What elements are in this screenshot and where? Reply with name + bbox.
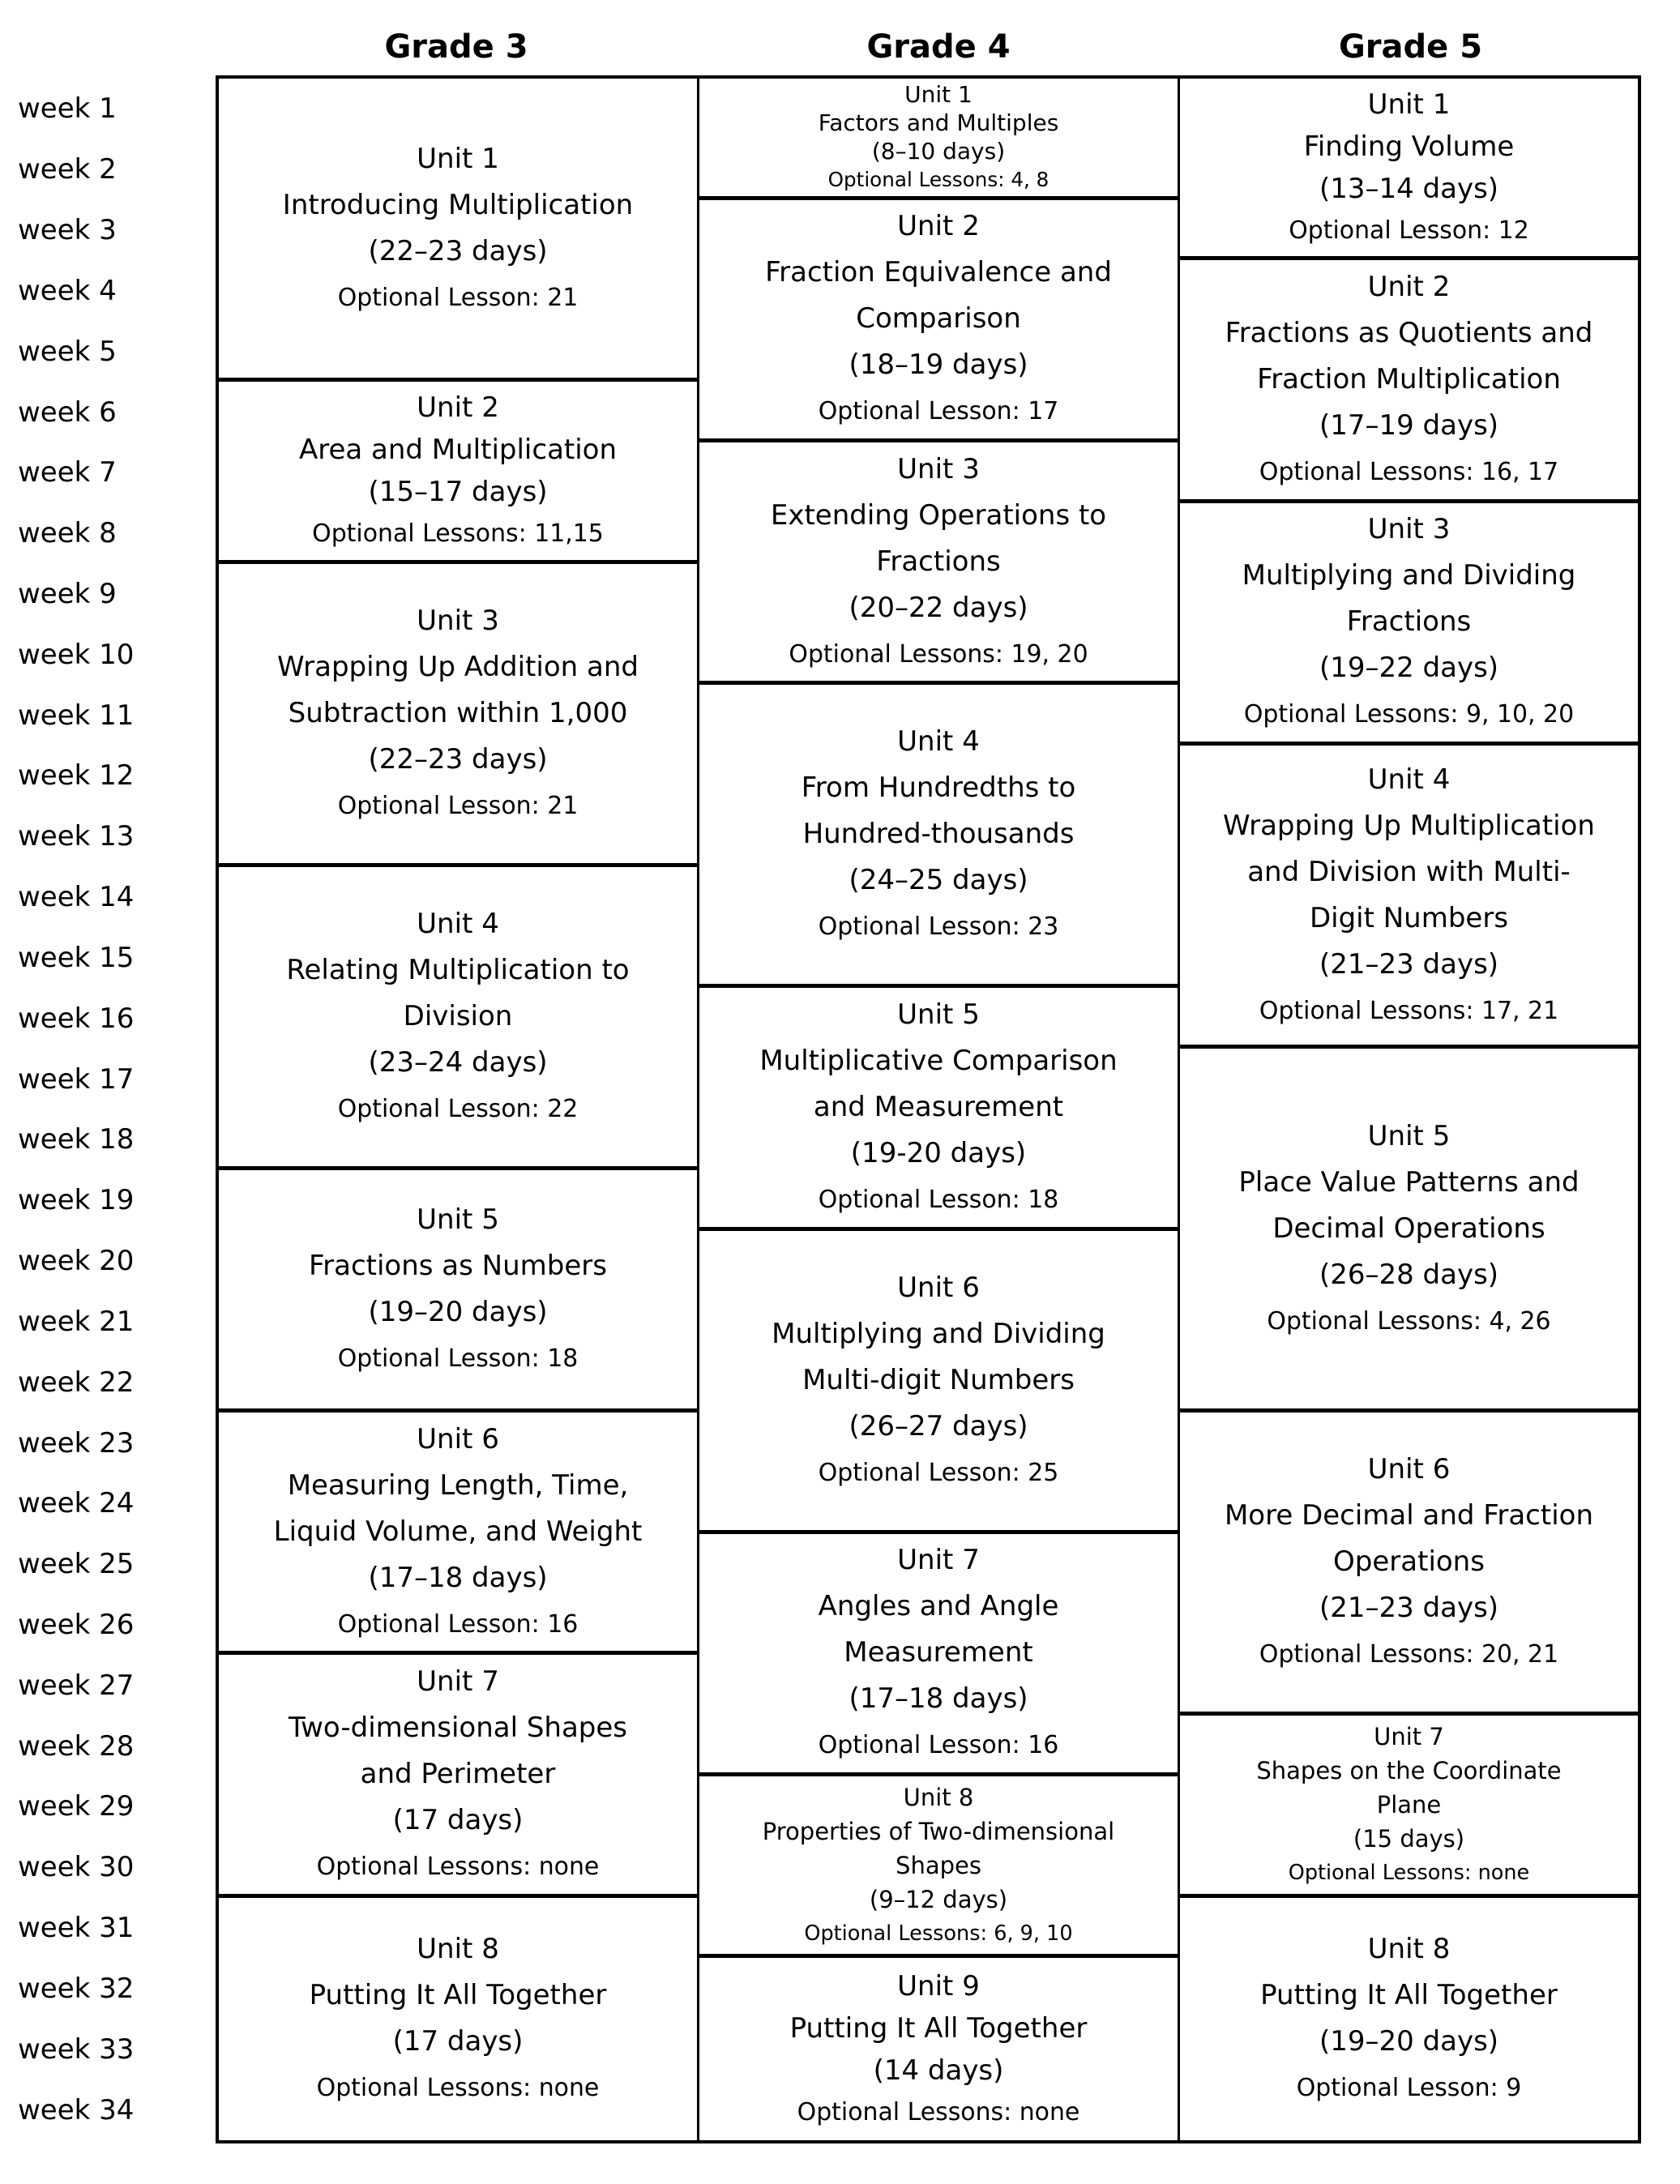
days-line: (24–25 days) <box>849 864 1028 897</box>
grade-5-unit-3-box <box>1180 503 1638 746</box>
unit-text-line: Introducing Multiplication <box>282 188 634 221</box>
optional-lessons-line: Optional Lesson: 21 <box>337 791 579 820</box>
days-line: (19–20 days) <box>368 1295 548 1328</box>
week-label-26: week 26 <box>18 1608 135 1641</box>
days-line: (22–23 days) <box>368 742 548 776</box>
days-line: (26–27 days) <box>849 1409 1028 1442</box>
unit-text-line: Liquid Volume, and Weight <box>273 1515 643 1548</box>
unit-number-line: Unit 9 <box>897 1969 980 2002</box>
unit-text-line: Subtraction within 1,000 <box>288 696 628 729</box>
week-label-34: week 34 <box>18 2093 135 2126</box>
week-label-33: week 33 <box>18 2032 135 2066</box>
days-line: (22–23 days) <box>368 234 548 267</box>
grade-5-unit-8-box <box>1180 1898 1638 2140</box>
unit-text-line: Fraction Multiplication <box>1257 363 1561 396</box>
unit-text-line: Two-dimensional Shapes <box>288 1712 628 1744</box>
unit-text-line: Multiplicative Comparison <box>759 1044 1118 1077</box>
days-line: (9–12 days) <box>869 1885 1008 1913</box>
grade-4-unit-8-box <box>699 1776 1178 1958</box>
week-label-13: week 13 <box>18 820 135 853</box>
optional-lessons-line: Optional Lesson: 18 <box>337 1344 579 1373</box>
optional-lessons-line: Optional Lessons: 11,15 <box>312 519 604 548</box>
unit-text-line: Multiplying and Dividing <box>1242 559 1576 592</box>
unit-text-line: Wrapping Up Addition and <box>277 650 639 683</box>
days-line: (8–10 days) <box>871 138 1006 165</box>
unit-number-line: Unit 6 <box>417 1422 499 1455</box>
unit-text-line: Shapes on the Coordinate <box>1256 1756 1562 1784</box>
optional-lessons-line: Optional Lessons: 19, 20 <box>789 639 1088 669</box>
unit-text-line: Operations <box>1333 1545 1485 1579</box>
unit-text-line: Division <box>403 999 513 1032</box>
unit-number-line: Unit 8 <box>417 1933 499 1966</box>
grade-5-unit-5-box <box>1180 1049 1638 1413</box>
unit-text-line: Properties of Two-dimensional <box>762 1817 1115 1845</box>
unit-text-line: Shapes <box>896 1851 981 1879</box>
optional-lessons-line: Optional Lessons: 6, 9, 10 <box>804 1921 1073 1946</box>
grade-5-column <box>1178 79 1638 2140</box>
unit-number-line: Unit 7 <box>1374 1722 1444 1750</box>
unit-text-line: Fractions as Quotients and <box>1225 317 1593 350</box>
week-label-23: week 23 <box>18 1426 135 1460</box>
unit-text-line: Wrapping Up Multiplication <box>1223 809 1595 842</box>
days-line: (21–23 days) <box>1319 947 1499 981</box>
unit-text-line: Factors and Multiples <box>818 109 1059 137</box>
unit-text-line: From Hundredths to <box>801 771 1076 805</box>
grade-4-unit-4-box <box>699 685 1178 988</box>
unit-text-line: Hundred-thousands <box>802 818 1075 851</box>
days-line: (18–19 days) <box>849 348 1028 382</box>
unit-number-line: Unit 8 <box>903 1783 974 1811</box>
grade-3-unit-1-box <box>219 79 697 382</box>
unit-number-line: Unit 3 <box>897 452 980 485</box>
week-label-7: week 7 <box>18 456 117 489</box>
grade-4-unit-9-box <box>699 1958 1178 2139</box>
unit-text-line: Fraction Equivalence and <box>765 256 1112 289</box>
grade-5-unit-6-box <box>1180 1413 1638 1716</box>
optional-lessons-line: Optional Lessons: none <box>316 1853 600 1881</box>
week-label-24: week 24 <box>18 1487 135 1520</box>
week-label-31: week 31 <box>18 1912 135 1945</box>
week-label-1: week 1 <box>18 92 117 126</box>
unit-number-line: Unit 2 <box>1367 271 1451 304</box>
grade-4-unit-6-box <box>699 1231 1178 1534</box>
unit-text-line: and Division with Multi- <box>1247 855 1571 888</box>
grade-4-unit-3-box <box>699 442 1178 685</box>
unit-text-line: Plane <box>1376 1790 1442 1819</box>
grade-3-column <box>219 79 697 2140</box>
grade-4-unit-2-box <box>699 200 1178 442</box>
grade-3-unit-5-box <box>219 1170 697 1413</box>
grade-3-header: Grade 3 <box>384 28 528 66</box>
grade-3-unit-2-box <box>219 382 697 563</box>
week-label-29: week 29 <box>18 1790 135 1823</box>
unit-text-line: Multiplying and Dividing <box>772 1317 1105 1350</box>
week-label-3: week 3 <box>18 214 117 247</box>
unit-number-line: Unit 8 <box>1367 1933 1451 1966</box>
unit-number-line: Unit 1 <box>417 142 499 175</box>
unit-text-line: Measurement <box>844 1636 1033 1669</box>
unit-text-line: and Measurement <box>813 1090 1064 1123</box>
unit-number-line: Unit 7 <box>897 1544 980 1577</box>
unit-number-line: Unit 1 <box>904 81 973 109</box>
grade-4-column <box>697 79 1178 2140</box>
grade-3-unit-7-box <box>219 1655 697 1897</box>
days-line: (15–17 days) <box>368 475 548 508</box>
unit-text-line: Relating Multiplication to <box>286 953 630 986</box>
week-label-2: week 2 <box>18 153 117 186</box>
unit-text-line: Decimal Operations <box>1272 1212 1545 1245</box>
days-line: (26–28 days) <box>1319 1258 1499 1291</box>
week-label-20: week 20 <box>18 1245 135 1278</box>
week-label-30: week 30 <box>18 1851 135 1884</box>
unit-number-line: Unit 3 <box>1367 513 1451 546</box>
week-label-14: week 14 <box>18 881 135 914</box>
grade-3-unit-8-box <box>219 1898 697 2140</box>
days-line: (13–14 days) <box>1319 172 1499 205</box>
unit-text-line: Multi-digit Numbers <box>802 1363 1075 1396</box>
week-label-16: week 16 <box>18 1002 135 1035</box>
optional-lessons-line: Optional Lesson: 25 <box>818 1458 1059 1487</box>
days-line: (17 days) <box>392 1804 524 1836</box>
unit-number-line: Unit 5 <box>897 998 980 1031</box>
optional-lessons-line: Optional Lesson: 16 <box>818 1731 1059 1760</box>
grade-5-unit-7-box <box>1180 1716 1638 1897</box>
unit-text-line: Measuring Length, Time, <box>287 1468 629 1502</box>
week-label-27: week 27 <box>18 1669 135 1702</box>
unit-text-line: Comparison <box>856 302 1021 336</box>
optional-lessons-line: Optional Lessons: 4, 26 <box>1267 1306 1551 1336</box>
unit-text-line: Putting It All Together <box>1260 1979 1558 2012</box>
optional-lessons-line: Optional Lessons: 9, 10, 20 <box>1243 700 1575 729</box>
optional-lessons-line: Optional Lessons: 4, 8 <box>827 168 1049 192</box>
grade-4-unit-5-box <box>699 988 1178 1230</box>
days-line: (20–22 days) <box>849 591 1028 624</box>
optional-lessons-line: Optional Lesson: 21 <box>337 283 579 312</box>
week-label-15: week 15 <box>18 941 135 974</box>
grade-4-header: Grade 4 <box>866 28 1011 66</box>
grade-4-unit-1-box <box>699 79 1178 200</box>
optional-lessons-line: Optional Lesson: 17 <box>818 397 1059 426</box>
unit-text-line: More Decimal and Fraction <box>1224 1499 1594 1532</box>
week-label-18: week 18 <box>18 1123 135 1156</box>
unit-text-line: Place Value Patterns and <box>1238 1165 1580 1199</box>
days-line: (17–18 days) <box>849 1682 1028 1716</box>
grade-3-unit-6-box <box>219 1413 697 1655</box>
week-label-10: week 10 <box>18 638 135 671</box>
optional-lessons-line: Optional Lesson: 23 <box>818 912 1059 942</box>
optional-lessons-line: Optional Lessons: none <box>316 2074 600 2103</box>
grade-5-header: Grade 5 <box>1338 28 1483 66</box>
grade-3-unit-3-box <box>219 564 697 867</box>
unit-text-line: Fractions as Numbers <box>309 1249 607 1282</box>
optional-lessons-line: Optional Lessons: 16, 17 <box>1259 458 1559 487</box>
optional-lessons-line: Optional Lessons: none <box>1288 1860 1530 1885</box>
week-label-21: week 21 <box>18 1305 135 1338</box>
unit-number-line: Unit 3 <box>417 604 499 637</box>
days-line: (17 days) <box>392 2025 524 2058</box>
grade-5-unit-4-box <box>1180 746 1638 1049</box>
days-line: (17–18 days) <box>368 1561 548 1594</box>
unit-text-line: Digit Numbers <box>1309 901 1509 934</box>
week-label-4: week 4 <box>18 274 117 307</box>
unit-text-line: Finding Volume <box>1303 130 1515 163</box>
week-label-22: week 22 <box>18 1366 135 1399</box>
days-line: (14 days) <box>873 2054 1004 2087</box>
week-label-28: week 28 <box>18 1729 135 1763</box>
optional-lessons-line: Optional Lessons: none <box>797 2097 1080 2126</box>
week-label-9: week 9 <box>18 577 117 610</box>
days-line: (23–24 days) <box>368 1045 548 1079</box>
unit-number-line: Unit 6 <box>897 1271 980 1304</box>
week-label-19: week 19 <box>18 1184 135 1217</box>
unit-number-line: Unit 2 <box>417 391 499 424</box>
unit-text-line: Fractions <box>876 545 1001 578</box>
unit-number-line: Unit 5 <box>1367 1119 1451 1152</box>
unit-number-line: Unit 5 <box>417 1203 499 1236</box>
week-label-6: week 6 <box>18 395 117 429</box>
grade-3-unit-4-box <box>219 867 697 1170</box>
optional-lessons-line: Optional Lessons: 17, 21 <box>1259 996 1559 1025</box>
grade-5-unit-2-box <box>1180 260 1638 502</box>
week-label-8: week 8 <box>18 517 117 550</box>
unit-text-line: Putting It All Together <box>309 1979 607 2012</box>
days-line: (19–22 days) <box>1319 652 1499 685</box>
grade-5-unit-1-box <box>1180 79 1638 260</box>
week-label-32: week 32 <box>18 1972 135 2005</box>
unit-text-line: Extending Operations to <box>770 498 1107 532</box>
week-label-11: week 11 <box>18 699 135 732</box>
week-label-5: week 5 <box>18 335 117 368</box>
unit-number-line: Unit 1 <box>1367 88 1451 121</box>
grade-4-unit-7-box <box>699 1534 1178 1776</box>
unit-number-line: Unit 4 <box>1367 763 1451 796</box>
days-line: (21–23 days) <box>1319 1592 1499 1625</box>
unit-text-line: Fractions <box>1346 605 1472 639</box>
days-line: (15 days) <box>1353 1824 1465 1853</box>
days-line: (17–19 days) <box>1319 409 1499 442</box>
unit-number-line: Unit 2 <box>897 210 980 243</box>
optional-lessons-line: Optional Lesson: 9 <box>1296 2074 1522 2103</box>
unit-text-line: Putting It All Together <box>789 2011 1088 2045</box>
week-label-column <box>0 0 216 2184</box>
unit-number-line: Unit 4 <box>897 725 980 759</box>
unit-number-line: Unit 6 <box>1367 1453 1451 1486</box>
pacing-table <box>216 75 1641 2143</box>
optional-lessons-line: Optional Lesson: 22 <box>337 1094 579 1123</box>
days-line: (19–20 days) <box>1319 2025 1499 2058</box>
unit-number-line: Unit 4 <box>417 907 499 940</box>
unit-text-line: Angles and Angle <box>818 1590 1059 1623</box>
days-line: (19-20 days) <box>850 1136 1027 1169</box>
week-label-25: week 25 <box>18 1548 135 1581</box>
optional-lessons-line: Optional Lessons: 20, 21 <box>1259 1640 1559 1669</box>
week-label-17: week 17 <box>18 1062 135 1096</box>
unit-text-line: and Perimeter <box>360 1758 556 1790</box>
week-label-12: week 12 <box>18 759 135 793</box>
optional-lessons-line: Optional Lesson: 18 <box>818 1185 1059 1214</box>
optional-lessons-line: Optional Lesson: 12 <box>1289 216 1529 245</box>
unit-number-line: Unit 7 <box>417 1665 499 1698</box>
unit-text-line: Area and Multiplication <box>298 433 618 466</box>
optional-lessons-line: Optional Lesson: 16 <box>337 1609 579 1639</box>
